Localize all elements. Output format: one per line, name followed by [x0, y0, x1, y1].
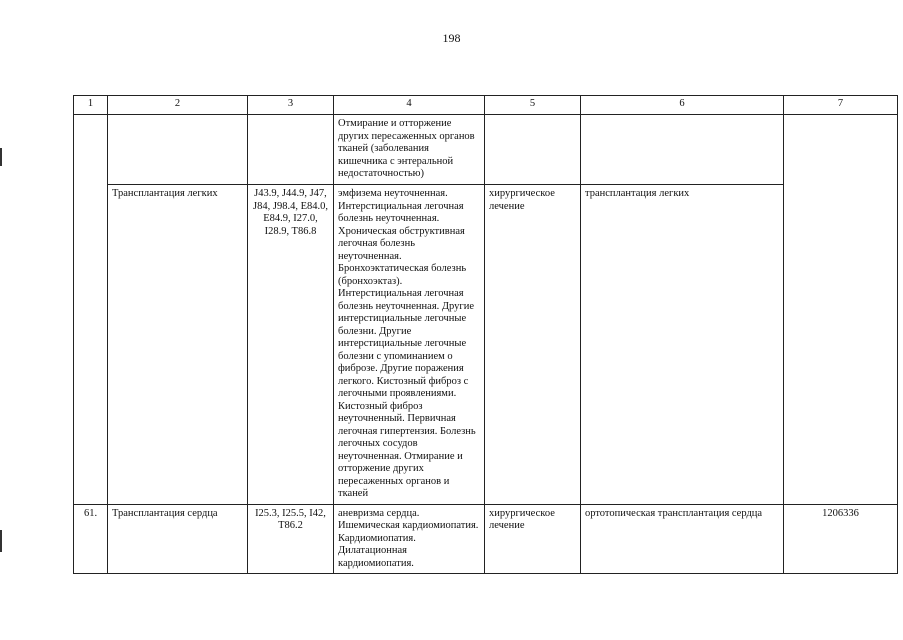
column-header: 1 — [74, 96, 108, 115]
column-header: 4 — [334, 96, 485, 115]
page-number: 198 — [442, 31, 461, 45]
treatment-method-cell: трансплантация легких — [581, 185, 784, 505]
column-header: 6 — [581, 96, 784, 115]
scan-edge-mark — [0, 148, 2, 166]
row-number-cell: 61. — [74, 504, 108, 574]
icd-codes-cell: J43.9, J44.9, J47, J84, J98.4, E84.0, E84.9, I27.0, I28.9, T86.8 — [248, 185, 334, 505]
treatment-type-cell: хирургическое лечение — [485, 185, 581, 505]
column-header: 3 — [248, 96, 334, 115]
table-row — [74, 504, 898, 574]
column-header: 5 — [485, 96, 581, 115]
treatment-method-cell: ортотопическая трансплантация сердца — [581, 504, 784, 574]
column-header: 2 — [108, 96, 248, 115]
cost-cell: 1206336 — [784, 504, 898, 574]
diagnosis-cell: Отмирание и отторжение других пересаженных органов тканей (заболевания кишечника с энтеральной недостаточностью) — [334, 115, 485, 185]
method-name-cell: Трансплантация легких — [108, 185, 248, 505]
cost-cell — [784, 115, 898, 505]
treatment-method-cell — [581, 115, 784, 185]
column-header: 7 — [784, 96, 898, 115]
diagnosis-cell: эмфизема неуточненная. Интерстициальная легочная болезнь неуточненная. Хроническая обструктивная легочная болезнь неуточненная. Бронхоэктатическая болезнь (бронхоэктаз). Интерстициальная легочная болезнь неуточненная. Другие интерстициальные легочные болезни. Другие интерстициальные легочные болезни с упоминанием о фиброзе. Другие поражения легкого. Кистозный фиброз с легочными проявлениями. Кистозный фиброз неуточненный. Первичная легочная гипертензия. Болезнь легочных сосудов неуточненная. Отмирание и отторжение других пересаженных органов и тканей — [334, 185, 485, 505]
method-name-cell — [108, 115, 248, 185]
method-name-cell: Трансплантация сердца — [108, 504, 248, 574]
table-row — [74, 185, 898, 505]
treatment-type-cell: хирургическое лечение — [485, 504, 581, 574]
treatment-type-cell — [485, 115, 581, 185]
icd-codes-cell — [248, 115, 334, 185]
row-number-cell — [74, 115, 108, 505]
diagnosis-cell: аневризма сердца. Ишемическая кардиомиопатия. Кардиомиопатия. Дилатационная кардиомиопатия. — [334, 504, 485, 574]
scan-edge-mark — [0, 530, 2, 552]
icd-codes-cell: I25.3, I25.5, I42, T86.2 — [248, 504, 334, 574]
table-row — [74, 115, 898, 185]
medical-services-table — [73, 95, 898, 574]
table-header-row — [74, 96, 898, 115]
